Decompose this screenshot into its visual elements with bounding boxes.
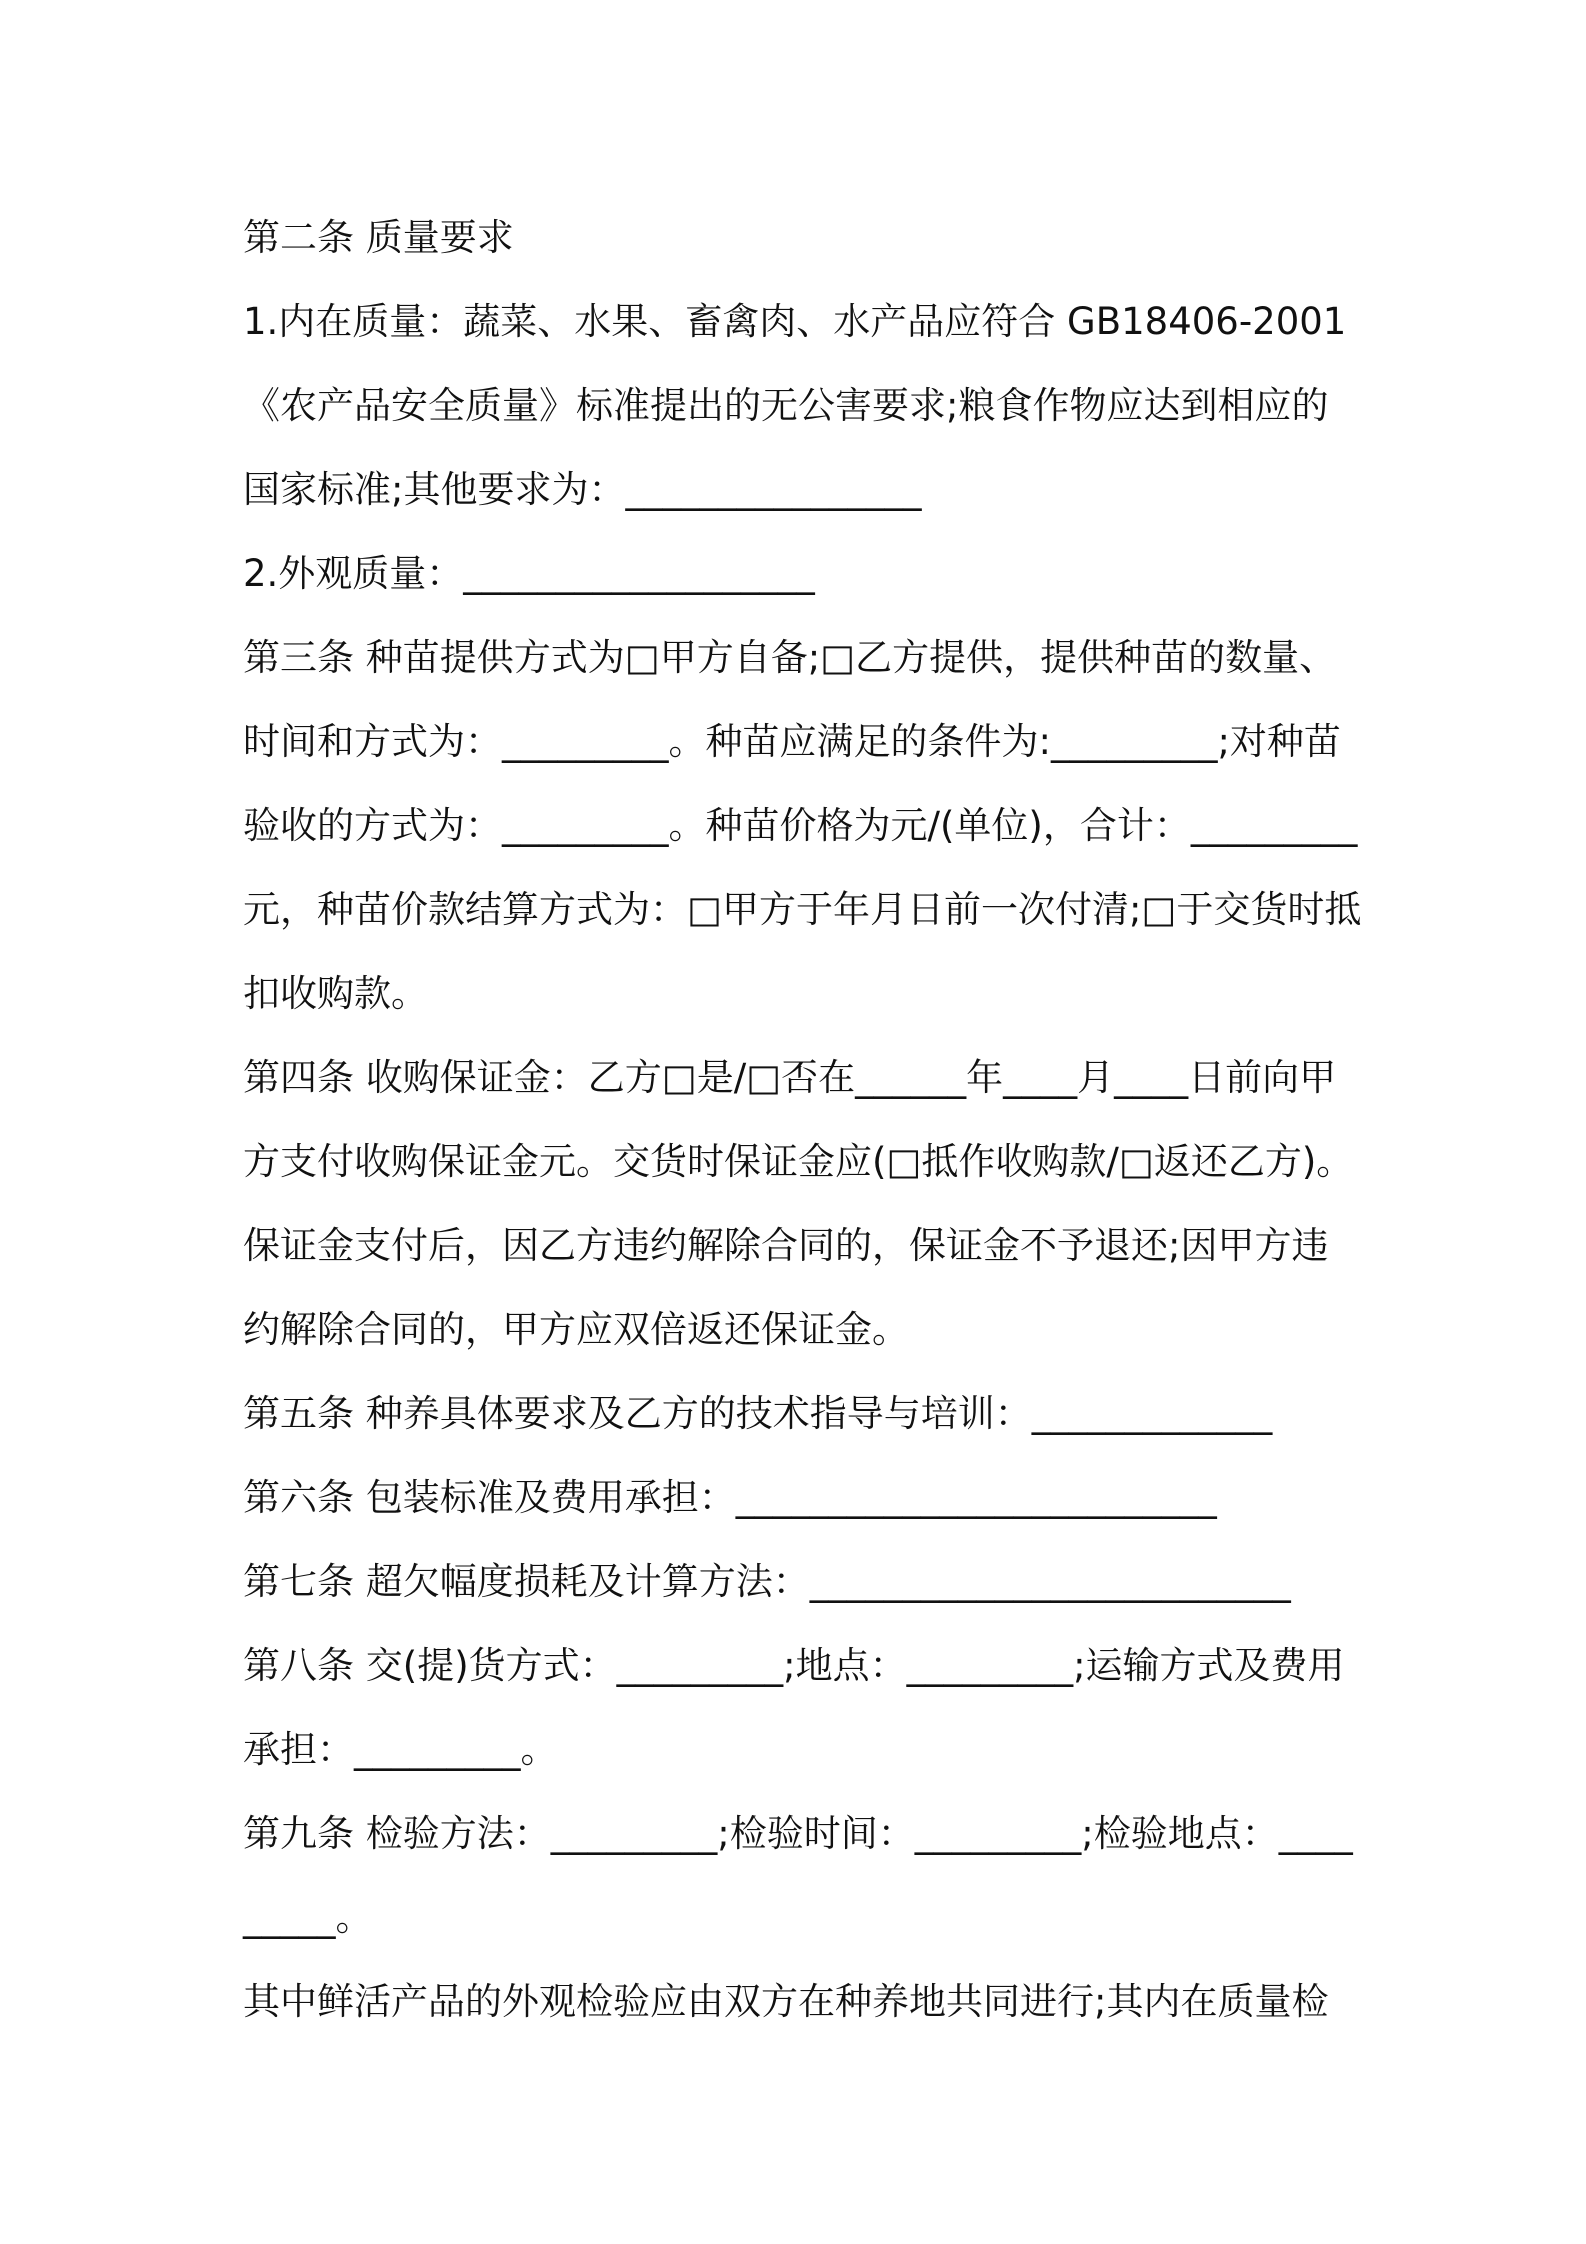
article-9: 第九条 检验方法：_________;检验时间：_________;检验地点：_________。 — [243, 1812, 1353, 1939]
article-2-heading: 第二条 质量要求 — [243, 216, 514, 259]
article-4: 第四条 收购保证金：乙方□是/□否在______年____月____日前向甲方支付收购保证金元。交货时保证金应(□抵作收购款/□返还乙方)。保证金支付后，因乙方违约解除合同的，保证金不予退还;因甲方违约解除合同的，甲方应双倍返还保证金。 — [243, 1056, 1354, 1351]
article-2-item-2: 2.外观质量：___________________ — [243, 552, 815, 595]
article-8: 第八条 交(提)货方式：_________;地点：_________;运输方式及费用承担：_________。 — [243, 1644, 1345, 1771]
contract-body — [243, 196, 1363, 2044]
article-3: 第三条 种苗提供方式为□甲方自备;□乙方提供，提供种苗的数量、时间和方式为：_________。种苗应满足的条件为:_________;对种苗验收的方式为：_________。种苗价格为元/(单位)，合计：_________元，种苗价款结算方式为：□甲方于年月日前一次付清;□于交货时抵扣收购款。 — [243, 636, 1362, 1015]
article-6: 第六条 包装标准及费用承担：__________________________ — [243, 1476, 1217, 1519]
article-5: 第五条 种养具体要求及乙方的技术指导与培训：_____________ — [243, 1392, 1273, 1435]
article-2-item-1: 1.内在质量：蔬菜、水果、畜禽肉、水产品应符合 GB18406-2001《农产品安全质量》标准提出的无公害要求;粮食作物应达到相应的国家标准;其他要求为：________________ — [243, 300, 1347, 511]
article-9-note: 其中鲜活产品的外观检验应由双方在种养地共同进行;其内在质量检 — [243, 1980, 1329, 2023]
article-7: 第七条 超欠幅度损耗及计算方法：__________________________ — [243, 1560, 1291, 1603]
